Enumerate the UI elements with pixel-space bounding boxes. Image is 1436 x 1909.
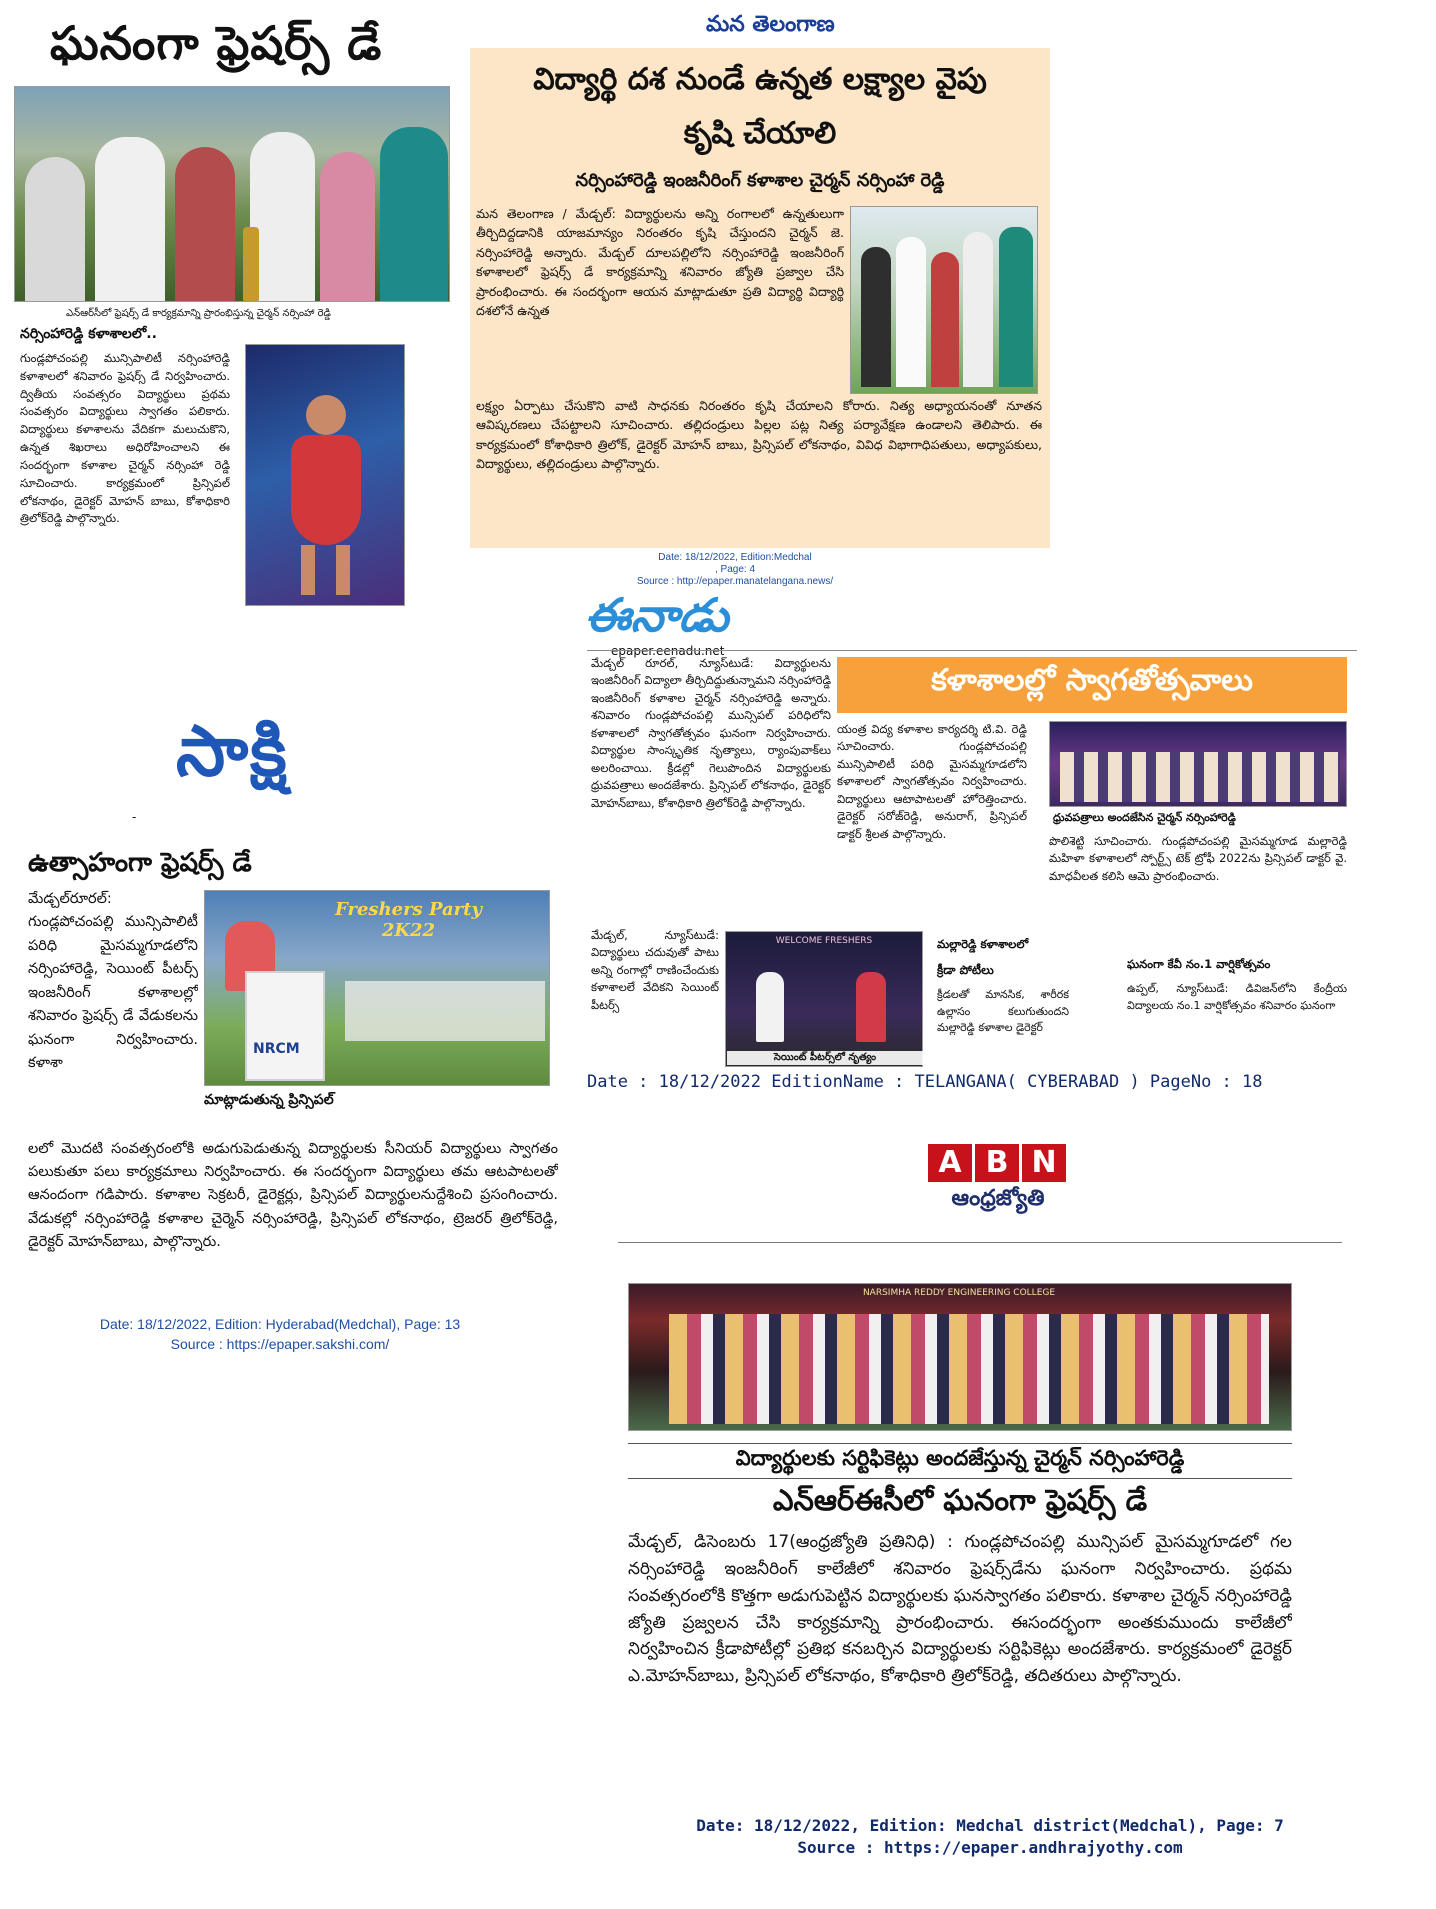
eenadu-krida: క్రీడా పోటీలు [937, 963, 994, 977]
eenadu-col-1: మేడ్చల్ రూరల్, న్యూస్‌టుడే: విద్యార్థులను ఇంజినీరింగ్ విద్యాలా తీర్చిదిద్దుతున్నామని నర్సింహారెడ్డి ఇంజినీరింగ్ కళాశాల చైర్మన్ నర్సింహారెడ్డి అన్నారు. శనివారం గుండ్లపోచంపల్లి మున్సిపల్ పరిధిలోని కళాశాలలో స్వాగతోత్సవం ఘనంగా నిర్వహించారు. విద్యార్థుల సాంస్కృతిక నృత్యాలు, ర్యాంపువాక్‌లు అలరించాయి. క్రీడల్లో గెలుపొందిన విద్యార్థులకు ధ్రువపత్రాలు అందజేశారు. ప్రిన్సిపల్ లోకనాథం, డైరెక్టర్ మోహన్‌బాబు, కోశాధికారి త్రిలోక్‌రెడ్డి పాల్గొన్నారు. [591, 656, 831, 810]
sakshi-top-headline: ఘనంగా ఫ్రెషర్స్ డే [50, 16, 383, 70]
eenadu-logo-sub: epaper.eenadu.net [611, 644, 725, 658]
mana-telangana-meta-1: Date: 18/12/2022, Edition:Medchal [658, 552, 812, 563]
sakshi-clip [20, 700, 580, 1360]
sakshi-banner-line-1: Freshers Party [335, 899, 482, 920]
eenadu-col-1b: మేడ్చల్, న్యూస్‌టుడే: విద్యార్థులు చదువుతో పాటు అన్ని రంగాల్లో రాణించేందుకు కళాశాలలే వేదికని సెయింట్ పీటర్స్ [591, 928, 719, 1012]
abn-body: మేడ్చల్, డిసెంబరు 17(ఆంధ్రజ్యోతి ప్రతినిధి) : గుండ్లపోచంపల్లి మున్సిపల్ మైసమ్మగూడలో గల నర్సింహారెడ్డి ఇంజనీరింగ్ కాలేజీలో శనివారం ఫ్రెషర్స్‌డేను ఘనంగా నిర్వహించారు. ప్రథమ సంవత్సరంలోకి కొత్తగా అడుగుపెట్టిన విద్యార్థులకు ఘనస్వాగతం పలికారు. కళాశాల చైర్మన్ నర్సింహారెడ్డి జ్యోతి ప్రజ్వలన చేసి కార్యక్రమాన్ని ప్రారంభించారు. ఈసందర్భంగా అంతకుముందు కాలేజీలో నిర్వహించిన క్రీడాపోటీల్లో ప్రతిభ కనబర్చిన విద్యార్థులకు సర్టిఫికెట్లు అందజేశారు. కార్యక్రమంలో డైరెక్టర్ ఎ.మోహన్‌బాబు, ప్రిన్సిపల్ లోకనాథం, కోశాధికారి త్రిలోక్‌రెడ్డి, తదితరులు పాల్గొన్నారు. [628, 1532, 1292, 1687]
sakshi-photo-caption: మాట్లాడుతున్న ప్రిన్సిపల్ [204, 1092, 334, 1108]
abn-logo [928, 1130, 1068, 1230]
sakshi-meta-2: Source : https://epaper.sakshi.com/ [170, 1336, 390, 1352]
abn-photo [628, 1283, 1292, 1431]
mana-telangana-article [470, 48, 1050, 548]
abn-caption: విద్యార్థులకు సర్టిఫికెట్లు అందజేస్తున్న చైర్మన్ నర్సింహారెడ్డి [628, 1443, 1292, 1479]
abn-photo-banner: NARSIMHA REDDY ENGINEERING COLLEGE [862, 1288, 1056, 1298]
eenadu-photo-2-banner: WELCOME FRESHERS [775, 936, 873, 946]
sakshi-logo: సాక్షి [176, 710, 289, 792]
mana-telangana-clip [470, 8, 1060, 593]
eenadu-photo-2 [725, 931, 923, 1067]
sakshi-meta-1: Date: 18/12/2022, Edition: Hyderabad(Medchal), Page: 13 [99, 1316, 461, 1332]
mana-telangana-headline-2: కృషి చేయాలి [683, 116, 837, 151]
mana-telangana-meta-2: , Page: 4 [714, 564, 756, 575]
sakshi-photo [204, 890, 550, 1086]
abn-meta-2: Source : https://epaper.andhrajyothy.com [797, 1838, 1183, 1857]
abn-logo-letter-a: A [928, 1144, 972, 1182]
abn-logo-letter-b: B [975, 1144, 1019, 1182]
sakshi-headline: ఉత్సాహంగా ఫ్రెషర్స్ డే [28, 848, 252, 878]
sakshi-photo-banner [335, 899, 482, 941]
eenadu-photo-1 [1049, 721, 1347, 807]
mana-telangana-logo: మన తెలంగాణ [706, 12, 835, 37]
sakshi-body-wide: లలో మొదటి సంవత్సరంలోకి అడుగుపెడుతున్న విద్యార్థులకు సీనియర్ విద్యార్థులు స్వాగతం పలుకుతూ పలు కార్యక్రమాలు నిర్వహించారు. ఈ సందర్భంగా విద్యార్థులు తమ ఆటపాటలతో ఆనందంగా గడిపారు. కళాశాల సెక్రటరీ, డైరెక్టర్లు, ప్రిన్సిపల్ విద్యార్థులనుద్దేశించి ప్రసంగించారు. వేడుకల్లో నర్సింహారెడ్డి కళాశాల చైర్మెన్ నర్సింహారెడ్డి, ప్రిన్సిపల్ లోకనాథం, ట్రెజరర్ త్రిలోక్‌రెడ్డి, డైరెక్టర్ మోహన్‌బాబు, పాల్గొన్నారు. [28, 1141, 558, 1250]
sakshi-top-photo-caption: ఎన్‌ఆర్‌సీలో ఫ్రెషర్స్ డే కార్యక్రమాన్ని ప్రారంభిస్తున్న చైర్మన్ నర్సింహా రెడ్డి [66, 308, 331, 319]
mana-telangana-photo [850, 206, 1038, 394]
eenadu-banner-text: కళాశాలల్లో స్వాగతోత్సవాలు [931, 663, 1253, 698]
abn-logo-letter-n: N [1022, 1144, 1066, 1182]
eenadu-logo: ఈనాడు [585, 588, 729, 642]
eenadu-meta: Date : 18/12/2022 EditionName : TELANGANA( CYBERABAD ) PageNo : 18 [587, 1072, 1263, 1092]
sakshi-body-col: మేడ్చల్‌రూరల్: గుండ్లపోచంపల్లి మున్సిపాలిటీ పరిధి మైసమ్మగూడలోని నర్సింహారెడ్డి, సెయింట్ పీటర్స్ ఇంజనీరింగ్ కళాశాలల్లో శనివారం ఫ్రెషర్స్ డే వేడుకలను ఘనంగా నిర్వహించారు. కళాశా [28, 891, 198, 1072]
abn-article [618, 1242, 1342, 1802]
eenadu-clip [585, 588, 1375, 1128]
abn-meta-1: Date: 18/12/2022, Edition: Medchal district(Medchal), Page: 7 [696, 1816, 1284, 1835]
eenadu-photo-1-caption: ధ్రువపత్రాలు అందజేసిన చైర్మన్ నర్సింహారెడ్డి [1053, 811, 1236, 824]
mana-telangana-subhead: నర్సింహారెడ్డి ఇంజనీరింగ్ కళాశాల చైర్మన్ నర్సింహా రెడ్డి [575, 170, 945, 191]
sakshi-photo-logo: NRCM [253, 1041, 300, 1057]
oil-lamp [243, 227, 259, 302]
mana-telangana-body-lead: మన తెలంగాణ / మేడ్చల్: విద్యార్థులను అన్ని రంగాలలో ఉన్నతులుగా తీర్చిదిద్దడానికి యాజమాన్యం నిరంతరం కృషి చేస్తుందని చైర్మన్ జె. నర్సింహారెడ్డి అన్నారు. మేడ్చల్ దూలపల్లిలోని నర్సింహారెడ్డి ఇంజనీరింగ్ కళాశాలలో ఫ్రెషర్స్ డే కార్యక్రమాన్ని శనివారం జ్యోతి ప్రజ్వాల చేసి ప్రారంభించారు. ఈ సందర్భంగా ఆయన మాట్లాడుతూ ప్రతి విద్యార్థి విద్యార్థి దశలోనే ఉన్నత [476, 206, 844, 318]
eenadu-col-2: యంత్ర విద్య కళాశాల కార్యదర్శి టి.వి. రెడ్డి సూచించారు. గుండ్లపోచంపల్లి మున్సిపాలిటీ పరిధి మైసమ్మగూడలోని కళాశాలలో స్వాగతోత్సవం నిర్వహించారు. విద్యార్థులు ఆటాపాటలతో హోరెత్తించారు. డైరెక్టర్ సరోజ్‌రెడ్డి, అనురాగ్, ప్రిన్సిపల్ డాక్టర్ శ్రీలత పాల్గొన్నారు. [837, 722, 1027, 841]
abn-clip [610, 1130, 1370, 1890]
crowd-figures [15, 127, 449, 302]
eenadu-photo-2-caption: సెయింట్ పీటర్స్‌లో నృత్యం [727, 1051, 923, 1065]
eenadu-col-2b: క్రీడలతో మానసిక, శారీరక ఉల్లాసం కలుగుతుందని మల్లారెడ్డి కళాశాల డైరెక్టర్ [937, 988, 1069, 1035]
eenadu-article [587, 650, 1357, 1070]
mana-telangana-meta-3: Source : http://epaper.manatelangana.news/ [636, 576, 834, 587]
mana-telangana-headline-1: విద్యార్థి దశ నుండే ఉన్నత లక్ష్యాల వైపు [533, 62, 987, 97]
abn-headline: ఎన్ఆర్ఈసీలో ఘనంగా ఫ్రెషర్స్ డే [772, 1483, 1148, 1517]
mana-telangana-body-rest: లక్ష్యం ఏర్పాటు చేసుకొని వాటి సాధనకు నిరంతరం కృషి చేయాలని కోరారు. నిత్య అధ్యాయనంతో నూతన ఆవిష్కరణలు చేపట్టాలని సూచించారు. తల్లిదండ్రులు పిల్లల పట్ల నిత్య పర్యావేక్షణ ఉండాలని తెలిపారు. ఈ కార్యక్రమంలో కోశాధికారి త్రిలోక్, డైరెక్టర్ మోహన్ బాబు, ప్రిన్సిపల్ లోకనాథం, వివిధ విభాగాధిపతులు, అధ్యాపకులు, విద్యార్థులు, తల్లిదండ్రులు పాల్గొన్నారు. [476, 398, 1042, 472]
sakshi-top-dancer-photo [245, 344, 405, 606]
eenadu-col-3b: ఉప్పల్, న్యూస్‌టుడే: డివిజన్‌లోని కేంద్రీయ విద్యాలయ నం.1 వార్షికోత్సవం శనివారం ఘనంగా [1127, 982, 1347, 1012]
sakshi-top-body: గుండ్లపోచంపల్లి మున్సిపాలిటీ నర్సింహారెడ్డి కళాశాలలో శనివారం ఫ్రెషర్స్ డే నిర్వహించారు. ద్వితీయ సంవత్సరం విద్యార్థులు ప్రథమ సంవత్సరం విద్యార్థులు స్వాగతం పలికారు. విద్యార్థులు కళాశాలను వేదికగా మలుచుకొని, ఉన్నత శిఖరాలు అధిరోహించాలని ఈ సందర్భంగా కళాశాల చైర్మన్ నర్సింహా రెడ్డి సూచించారు. కార్యక్రమంలో ప్రిన్సిపల్ లోకనాథం, డైరెక్టర్ మోహన్ బాబు, కోశాధికారి త్రిలోక్‌రెడ్డి పాల్గొన్నారు. [20, 351, 230, 526]
eenadu-mallareddy-head: మల్లారెడ్డి కళాశాలలో [937, 937, 1029, 951]
eenadu-col-3: పొలిశెట్టి సూచించారు. గుండ్లపోచంపల్లి మైసమ్మగూడ మల్లారెడ్డి మహిళా కళాశాలలో స్పోర్ట్స్ టెక్ ట్రోఫీ 2022ను ప్రిన్సిపల్ డాక్టర్ వై. మాధవీలత కలిసి ఆమె ప్రారంభించారు. [1049, 834, 1347, 883]
sakshi-dash: - [132, 810, 137, 824]
sakshi-top-subhead: నర్సింహారెడ్డి కళాశాలలో.. [20, 326, 157, 342]
eenadu-banner [837, 657, 1347, 713]
sakshi-top-lamp-photo [14, 86, 450, 302]
sakshi-top-clip [10, 10, 450, 700]
eenadu-kv-head: ఘనంగా కేవీ నం.1 వార్షికోత్సవం [1127, 957, 1271, 971]
sakshi-banner-line-2: 2K22 [381, 920, 436, 941]
abn-logo-sub: ఆంధ్రజ్యోతి [951, 1186, 1045, 1211]
